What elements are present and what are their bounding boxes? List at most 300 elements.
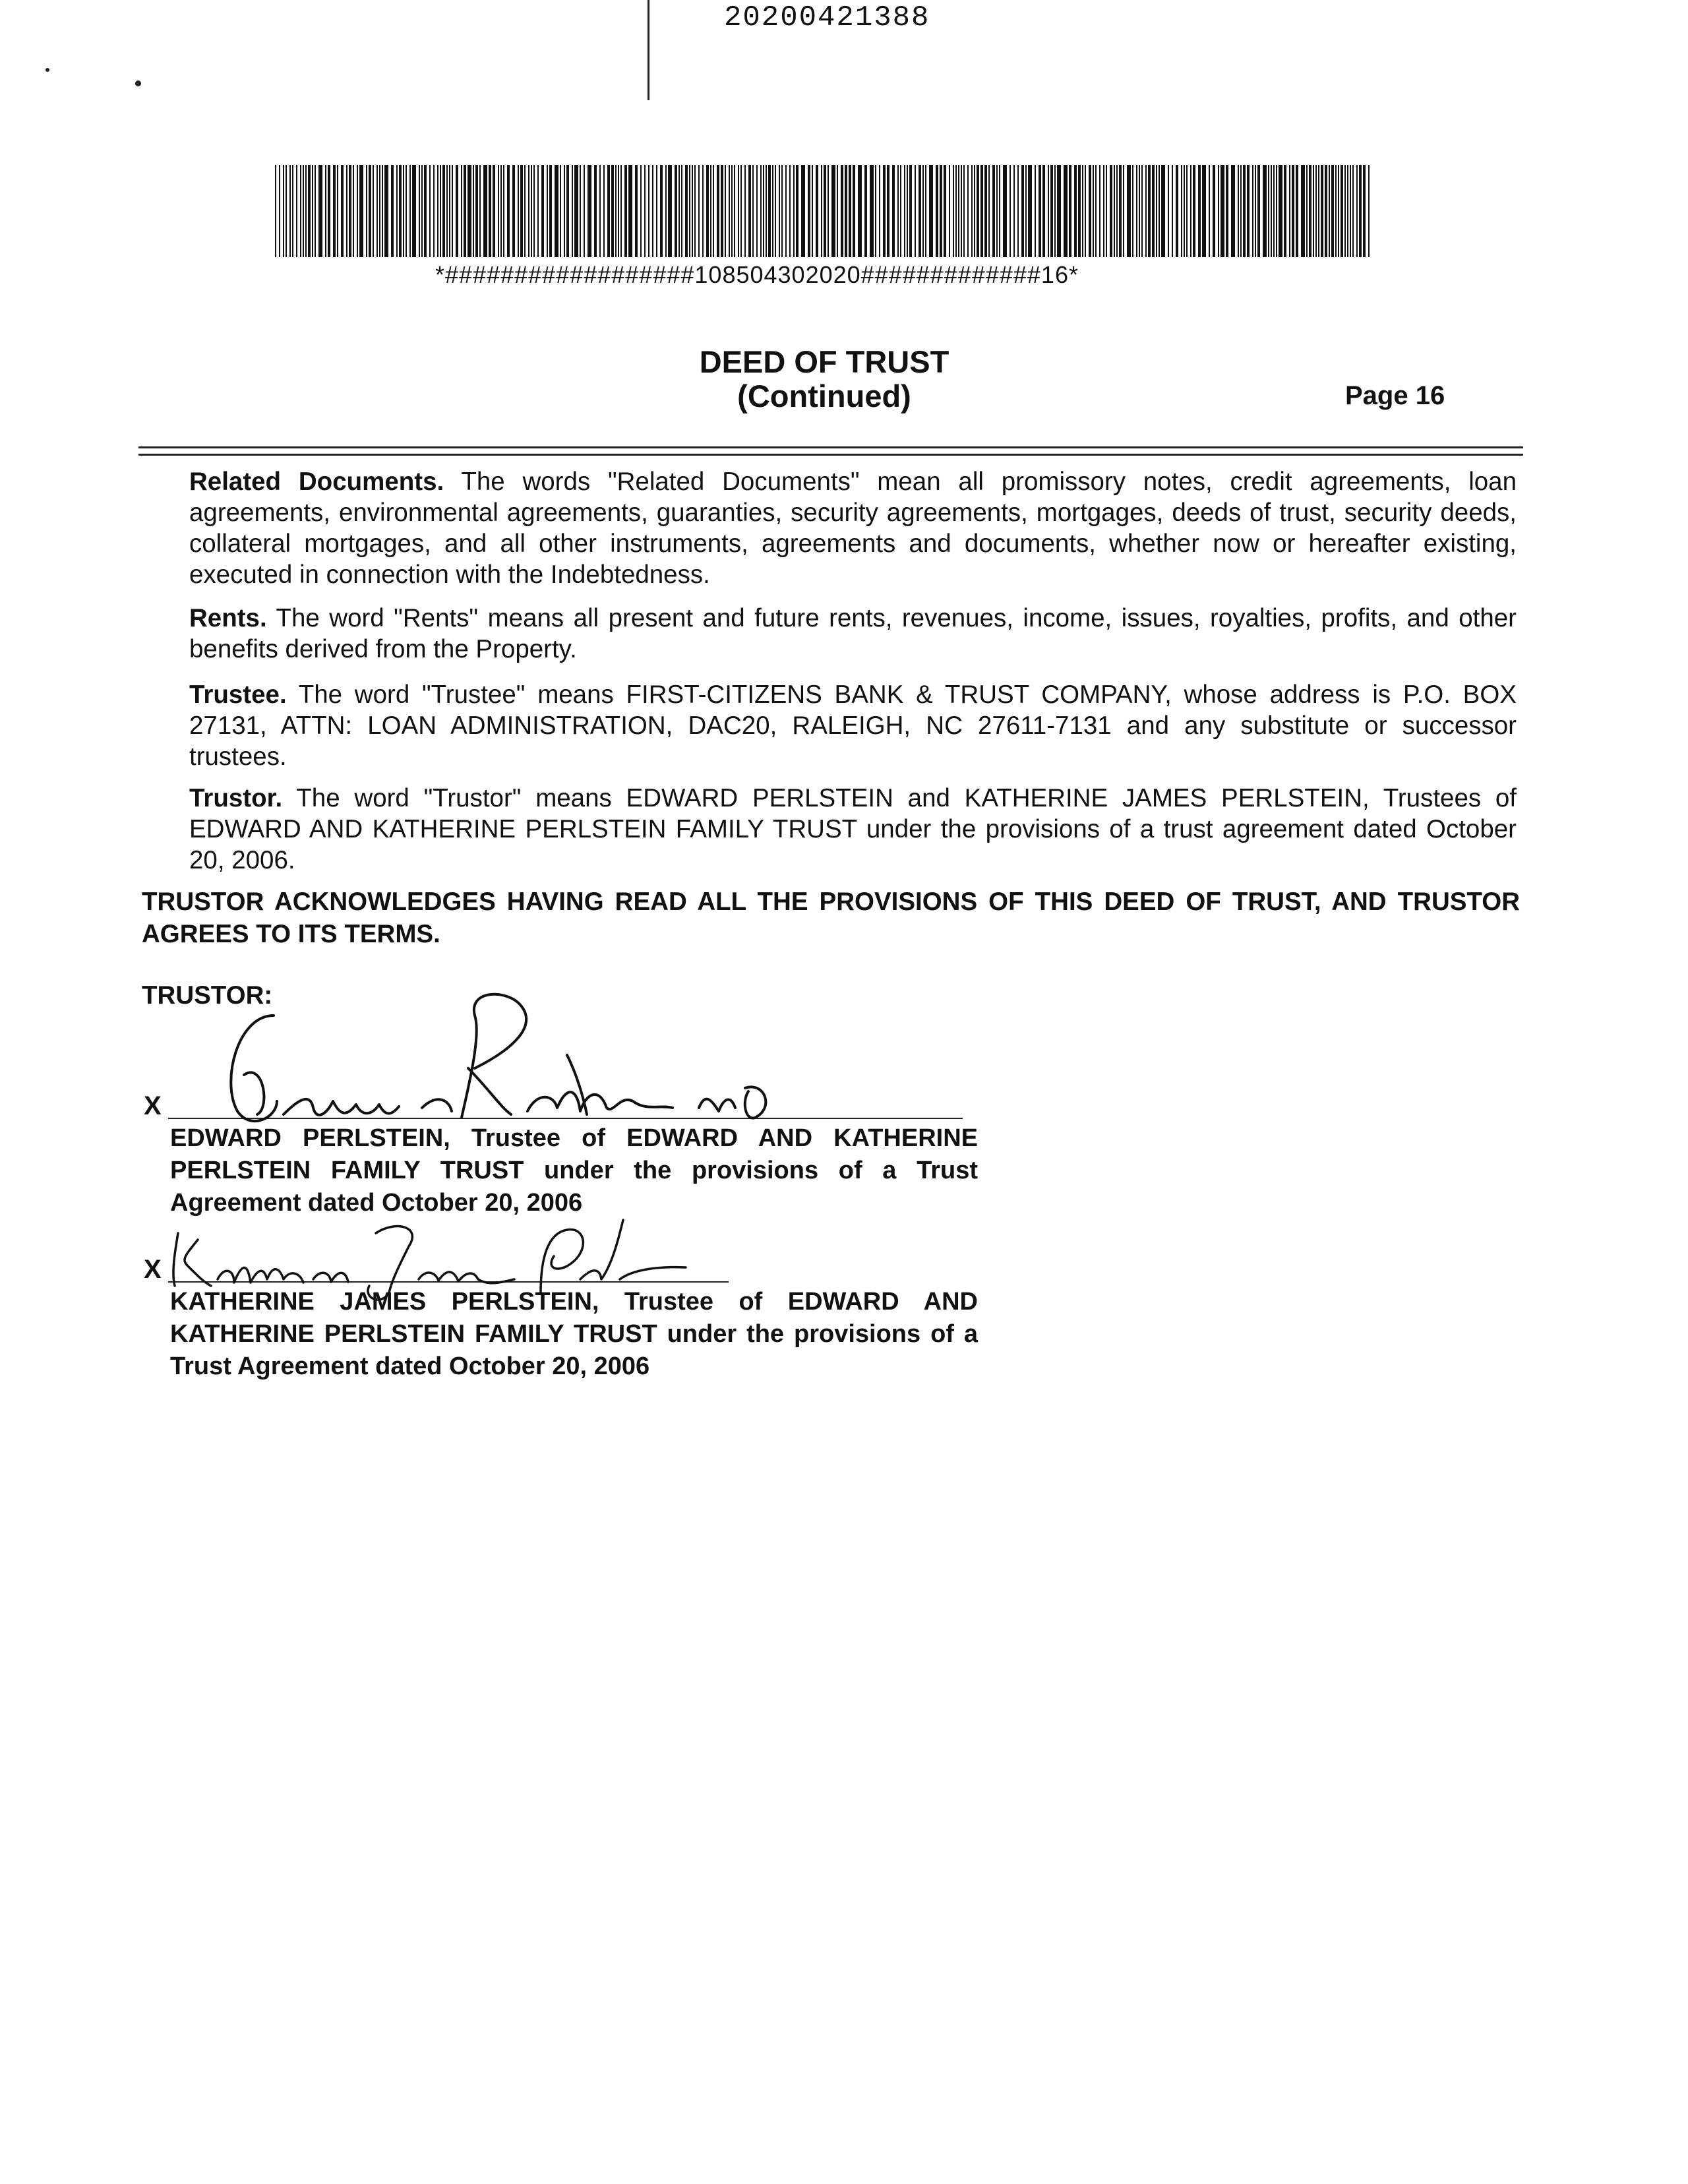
barcode-bar xyxy=(1318,165,1319,257)
acknowledgement: TRUSTOR ACKNOWLEDGES HAVING READ ALL THE PROVISIONS OF THIS DEED OF TRUST, AND TRUSTOR AGREES TO ITS TERMS. xyxy=(142,888,1520,948)
barcode-bar xyxy=(1198,165,1201,257)
barcode-bar xyxy=(520,165,523,257)
barcode-bar xyxy=(1347,165,1348,257)
barcode-bar xyxy=(656,165,657,257)
barcode-bar xyxy=(584,165,585,257)
barcode-bar xyxy=(1110,165,1112,257)
barcode-bar xyxy=(1028,165,1032,257)
barcode-bar xyxy=(373,165,374,257)
barcode-bar xyxy=(603,165,605,257)
definition-text: The words "Related Documents" mean all promissory notes, credit agreements, loan agreements, environmental agreements, guaranties, security agreements, mortgages, deeds of trust, security deeds, collateral mortgages, and all other instruments, agreements and documents, whether now or hereafter existing, executed in connection with the Indebtedness. xyxy=(189,468,1517,589)
barcode-bar xyxy=(785,165,787,257)
barcode-bar xyxy=(1257,165,1260,257)
barcode-bar xyxy=(541,165,544,257)
barcode-bar xyxy=(531,165,532,257)
barcode-bar xyxy=(1221,165,1224,257)
barcode-bar xyxy=(1268,165,1269,257)
barcode-bar xyxy=(1057,165,1061,257)
barcode-bar xyxy=(1139,165,1140,257)
definition-related-documents xyxy=(189,466,1517,590)
barcode-bar xyxy=(1013,165,1015,257)
barcode-bar xyxy=(984,165,987,257)
barcode-bar xyxy=(953,165,954,257)
barcode-bar xyxy=(1141,165,1143,257)
barcode-bar xyxy=(312,165,313,257)
barcode-bar xyxy=(289,165,291,257)
barcode-bar xyxy=(1252,165,1253,257)
barcode-bar xyxy=(766,165,767,257)
barcode-bar xyxy=(1145,165,1147,257)
barcode-bar xyxy=(396,165,398,257)
barcode-bar xyxy=(442,165,445,257)
barcode-bar xyxy=(1247,165,1250,257)
barcode-bar xyxy=(419,165,420,257)
barcode-bar xyxy=(628,165,632,257)
barcode-bar xyxy=(892,165,895,257)
barcode-bar xyxy=(1338,165,1339,257)
barcode-bar xyxy=(808,165,810,257)
page-number: Page 16 xyxy=(1345,381,1445,410)
barcode-bar xyxy=(473,165,474,257)
barcode-bar xyxy=(1296,165,1298,257)
barcode-bar xyxy=(292,165,293,257)
barcode-bar xyxy=(333,165,336,257)
barcode-bar xyxy=(692,165,693,257)
barcode-bar xyxy=(1136,165,1137,257)
barcode-bar xyxy=(698,165,700,257)
barcode-bar xyxy=(660,165,663,257)
barcode-bar xyxy=(980,165,983,257)
signer-caption-katherine: KATHERINE JAMES PERLSTEIN, Trustee of EDWARD AND KATHERINE PERLSTEIN FAMILY TRUST under the provisions of a Trust Agreement dated October 20, 2006 xyxy=(170,1288,978,1380)
barcode-bar xyxy=(1095,165,1097,257)
document-title xyxy=(593,345,1055,413)
barcode-bar xyxy=(706,165,709,257)
barcode-bar xyxy=(1289,165,1290,257)
barcode-bar xyxy=(1159,165,1160,257)
title-divider xyxy=(138,446,1523,448)
barcode-bar xyxy=(1082,165,1083,257)
signature-x-mark: X xyxy=(144,1091,162,1120)
barcode-bar xyxy=(812,165,813,257)
barcode-bar xyxy=(702,165,704,257)
barcode-bar xyxy=(1309,165,1311,257)
barcode-bar xyxy=(1255,165,1256,257)
barcode-bar xyxy=(1039,165,1041,257)
barcode-bar xyxy=(1218,165,1219,257)
barcode-bar xyxy=(1085,165,1086,257)
barcode-bar xyxy=(399,165,402,257)
title-line: DEED OF TRUST xyxy=(699,344,950,379)
barcode-bar xyxy=(961,165,962,257)
header-divider xyxy=(648,0,649,100)
barcode-bar xyxy=(406,165,407,257)
barcode-bar xyxy=(897,165,899,257)
barcode-bar xyxy=(729,165,730,257)
barcode-bar xyxy=(967,165,969,257)
document-number: 20200421388 xyxy=(724,1,930,34)
barcode-bar xyxy=(1103,165,1104,257)
barcode-bar xyxy=(725,165,726,257)
barcode-bar xyxy=(977,165,979,257)
barcode-bar xyxy=(870,165,874,257)
scan-speck xyxy=(45,68,49,72)
barcode-bar xyxy=(1359,165,1362,257)
barcode-bar xyxy=(875,165,876,257)
barcode-bar xyxy=(944,165,946,257)
barcode-bar xyxy=(988,165,990,257)
barcode-bar xyxy=(1025,165,1027,257)
barcode-bar xyxy=(303,165,304,257)
barcode-bar xyxy=(1240,165,1242,257)
barcode-bar xyxy=(694,165,696,257)
barcode-bar xyxy=(624,165,627,257)
trustor-label: TRUSTOR: xyxy=(142,981,273,1010)
barcode-bar xyxy=(971,165,973,257)
barcode-bar xyxy=(1243,165,1246,257)
barcode-bar xyxy=(779,165,780,257)
title-divider xyxy=(138,454,1523,456)
barcode-bar xyxy=(1089,165,1091,257)
barcode-bar xyxy=(752,165,754,257)
barcode-bar xyxy=(668,165,672,257)
barcode-bar xyxy=(1356,165,1358,257)
barcode-bar xyxy=(929,165,933,257)
barcode-bar xyxy=(449,165,450,257)
barcode-bar xyxy=(925,165,926,257)
definition-text: The word "Trustor" means EDWARD PERLSTEIN and KATHERINE JAMES PERLSTEIN, Trustees of EDWARD AND KATHERINE PERLSTEIN FAMILY TRUST under the provisions of a trust agreement dated October 20, 2006. xyxy=(189,784,1517,874)
barcode-bar xyxy=(1263,165,1267,257)
barcode-bar xyxy=(1341,165,1343,257)
barcode-bar xyxy=(429,165,431,257)
barcode-bar xyxy=(768,165,771,257)
definition-rents xyxy=(189,603,1517,665)
barcode-bar xyxy=(1238,165,1239,257)
barcode-bar xyxy=(346,165,347,257)
barcode-bar xyxy=(1350,165,1351,257)
barcode-bar xyxy=(452,165,453,257)
barcode-bar xyxy=(922,165,924,257)
barcode-bar xyxy=(801,165,805,257)
barcode-bar xyxy=(831,165,835,257)
barcode-bar xyxy=(1315,165,1317,257)
barcode-bar xyxy=(1190,165,1191,257)
signer-caption-edward: EDWARD PERLSTEIN, Trustee of EDWARD AND KATHERINE PERLSTEIN FAMILY TRUST under the provisions of a Trust Agreement dated October 20, 2006 xyxy=(170,1124,978,1217)
barcode-bar xyxy=(900,165,901,257)
barcode-bar xyxy=(731,165,733,257)
barcode-bar xyxy=(424,165,427,257)
barcode-bar xyxy=(384,165,388,257)
barcode-bar xyxy=(879,165,880,257)
barcode-bar xyxy=(318,165,322,257)
barcode-bar xyxy=(467,165,471,257)
barcode-bar xyxy=(498,165,499,257)
barcode-bar xyxy=(887,165,889,257)
barcode-bar xyxy=(437,165,438,257)
barcode-bar xyxy=(883,165,886,257)
barcode-bar xyxy=(1184,165,1185,257)
barcode-bar xyxy=(464,165,466,257)
definition-term: Trustor. xyxy=(189,784,283,812)
barcode-bar xyxy=(391,165,394,257)
barcode-bar xyxy=(349,165,351,257)
barcode-bar xyxy=(618,165,619,257)
barcode-bar xyxy=(615,165,617,257)
barcode-bar xyxy=(1050,165,1053,257)
barcode-bar xyxy=(357,165,358,257)
barcode-bar xyxy=(500,165,502,257)
definition-term: Rents. xyxy=(189,604,267,632)
barcode-bar xyxy=(996,165,998,257)
barcode-bar xyxy=(635,165,638,257)
barcode-bar xyxy=(308,165,311,257)
barcode-bar xyxy=(1368,165,1370,257)
barcode-bar xyxy=(853,165,855,257)
barcode-bar xyxy=(403,165,404,257)
barcode-bar xyxy=(1152,165,1155,257)
barcode-bar xyxy=(756,165,758,257)
barcode-bar xyxy=(566,165,569,257)
barcode-bar xyxy=(864,165,867,257)
barcode-bar xyxy=(533,165,535,257)
barcode-bar xyxy=(456,165,458,257)
barcode-bar xyxy=(305,165,307,257)
barcode-bar xyxy=(1306,165,1308,257)
barcode-bar xyxy=(446,165,448,257)
barcode-bar xyxy=(512,165,515,257)
definition-trustor xyxy=(189,783,1517,876)
barcode-bar xyxy=(560,165,561,257)
barcode-bar xyxy=(549,165,552,257)
barcode-bar xyxy=(685,165,688,257)
barcode-bar xyxy=(1010,165,1011,257)
barcode-bar xyxy=(740,165,742,257)
definition-term: Related Documents. xyxy=(189,468,444,496)
barcode-bar xyxy=(1161,165,1165,257)
barcode-bar xyxy=(1114,165,1115,257)
barcode-bar xyxy=(440,165,441,257)
barcode-bar xyxy=(919,165,921,257)
definition-trustee xyxy=(189,679,1517,772)
barcode-bar xyxy=(594,165,597,257)
barcode-bar xyxy=(377,165,378,257)
barcode-bar xyxy=(489,165,491,257)
barcode-bar xyxy=(1168,165,1169,257)
barcode-bar xyxy=(1363,165,1366,257)
barcode-bar xyxy=(574,165,578,257)
barcode-bar xyxy=(607,165,610,257)
barcode-bar xyxy=(936,165,938,257)
barcode-bar xyxy=(341,165,344,257)
barcode-bar xyxy=(675,165,677,257)
barcode-bar xyxy=(775,165,776,257)
barcode-bar xyxy=(652,165,653,257)
barcode-bar xyxy=(475,165,478,257)
barcode-bar xyxy=(461,165,462,257)
barcode-bar xyxy=(734,165,735,257)
barcode-bar xyxy=(1276,165,1277,257)
barcode-bar xyxy=(1078,165,1081,257)
title-subline: (Continued) xyxy=(737,379,911,413)
barcode-text: *##################108504302020#############16* xyxy=(435,261,1079,288)
barcode-bar xyxy=(1132,165,1133,257)
barcode-bar xyxy=(721,165,723,257)
barcode-bar xyxy=(760,165,762,257)
barcode-bar xyxy=(421,165,423,257)
barcode-bar xyxy=(1042,165,1045,257)
barcode-bar xyxy=(1284,165,1286,257)
barcode-bar xyxy=(1213,165,1215,257)
barcode-bar xyxy=(275,165,276,257)
barcode-bar xyxy=(353,165,354,257)
barcode-bar xyxy=(433,165,435,257)
barcode-bar xyxy=(382,165,383,257)
barcode-bar xyxy=(1352,165,1354,257)
barcode-bar xyxy=(949,165,950,257)
barcode-bar xyxy=(599,165,601,257)
barcode xyxy=(274,165,1373,257)
barcode-bar xyxy=(710,165,711,257)
signature-x-mark: X xyxy=(144,1255,162,1284)
barcode-bar xyxy=(503,165,504,257)
barcode-bar xyxy=(1226,165,1228,257)
barcode-bar xyxy=(1048,165,1049,257)
barcode-bar xyxy=(483,165,487,257)
barcode-bar xyxy=(1321,165,1323,257)
barcode-bar xyxy=(479,165,481,257)
barcode-bar xyxy=(366,165,367,257)
barcode-bar xyxy=(1344,165,1346,257)
definition-term: Trustee. xyxy=(189,681,287,709)
barcode-bar xyxy=(763,165,764,257)
barcode-bar xyxy=(837,165,838,257)
barcode-bar xyxy=(379,165,380,257)
barcode-bar xyxy=(286,165,287,257)
barcode-bar xyxy=(909,165,912,257)
barcode-bar xyxy=(1301,165,1305,257)
barcode-bar xyxy=(580,165,581,257)
barcode-bar xyxy=(337,165,338,257)
barcode-bar xyxy=(681,165,682,257)
barcode-bar xyxy=(1106,165,1107,257)
barcode-bar xyxy=(1181,165,1182,257)
barcode-bar xyxy=(1186,165,1188,257)
barcode-bar xyxy=(849,165,851,257)
barcode-bar xyxy=(678,165,680,257)
barcode-bar xyxy=(1271,165,1272,257)
barcode-bar xyxy=(963,165,965,257)
definition-text: The word "Trustee" means FIRST-CITIZENS BANK & TRUST COMPANY, whose address is P.O. BOX 27131, ATTN: LOAN ADMINISTRATION, DAC20, RALEIGH, NC 27611-7131 and any substitute or successor trustees. xyxy=(189,681,1517,771)
definition-text: The word "Rents" means all present and future rents, revenues, income, issues, royalties, profits, and other benefits derived from the Property. xyxy=(189,604,1517,663)
barcode-bar xyxy=(713,165,714,257)
barcode-bar xyxy=(1035,165,1036,257)
barcode-bar xyxy=(1313,165,1314,257)
barcode-bar xyxy=(1193,165,1195,257)
barcode-bar xyxy=(1231,165,1235,257)
barcode-bar xyxy=(648,165,649,257)
barcode-bar xyxy=(689,165,690,257)
barcode-bar xyxy=(821,165,822,257)
barcode-bar xyxy=(588,165,591,257)
barcode-bar xyxy=(328,165,330,257)
barcode-bar xyxy=(409,165,411,257)
barcode-bar xyxy=(717,165,719,257)
barcode-bar xyxy=(564,165,565,257)
barcode-bar xyxy=(1209,165,1210,257)
barcode-bar xyxy=(1099,165,1100,257)
barcode-bar xyxy=(824,165,826,257)
barcode-bar xyxy=(528,165,529,257)
barcode-bar xyxy=(789,165,791,257)
barcode-bar xyxy=(537,165,539,257)
barcode-bar xyxy=(1127,165,1131,257)
barcode-bar xyxy=(1003,165,1007,257)
barcode-bar xyxy=(518,165,519,257)
barcode-bar xyxy=(620,165,622,257)
barcode-bar xyxy=(915,165,916,257)
barcode-bar xyxy=(296,165,297,257)
barcode-bar xyxy=(279,165,280,257)
barcode-bar xyxy=(1279,165,1282,257)
barcode-bar xyxy=(796,165,799,257)
barcode-bar xyxy=(369,165,371,257)
barcode-bar xyxy=(907,165,908,257)
barcode-bar xyxy=(524,165,526,257)
barcode-bar xyxy=(1119,165,1122,257)
barcode-bar xyxy=(1116,165,1118,257)
barcode-bar xyxy=(974,165,975,257)
barcode-bar xyxy=(858,165,862,257)
barcode-bar xyxy=(816,165,818,257)
barcode-bar xyxy=(325,165,326,257)
barcode-bar xyxy=(781,165,783,257)
barcode-bar xyxy=(904,165,905,257)
barcode-bar xyxy=(572,165,573,257)
barcode-bar xyxy=(1156,165,1157,257)
barcode-bar xyxy=(772,165,773,257)
barcode-bar xyxy=(1202,165,1206,257)
barcode-bar xyxy=(1329,165,1330,257)
barcode-bar xyxy=(283,165,284,257)
barcode-bar xyxy=(1148,165,1151,257)
barcode-bar xyxy=(1064,165,1068,257)
barcode-bar xyxy=(845,165,847,257)
barcode-bar xyxy=(547,165,548,257)
barcode-bar xyxy=(507,165,510,257)
barcode-bar xyxy=(940,165,942,257)
barcode-bar xyxy=(412,165,416,257)
barcode-bar xyxy=(665,165,667,257)
barcode-bar xyxy=(828,165,829,257)
barcode-bar xyxy=(1123,165,1124,257)
barcode-bar xyxy=(1054,165,1056,257)
barcode-bar xyxy=(1335,165,1337,257)
scan-speck xyxy=(135,80,141,86)
barcode-bar xyxy=(1093,165,1094,257)
barcode-bar xyxy=(744,165,746,257)
barcode-bar xyxy=(958,165,959,257)
barcode-bar xyxy=(1074,165,1077,257)
barcode-bar xyxy=(841,165,843,257)
barcode-bar xyxy=(493,165,495,257)
barcode-bar xyxy=(1069,165,1071,257)
barcode-bar xyxy=(555,165,558,257)
barcode-bar xyxy=(640,165,642,257)
barcode-bar xyxy=(315,165,316,257)
barcode-bar xyxy=(1176,165,1178,257)
barcode-bar xyxy=(1017,165,1019,257)
barcode-bar xyxy=(1331,165,1334,257)
barcode-bar xyxy=(1292,165,1294,257)
